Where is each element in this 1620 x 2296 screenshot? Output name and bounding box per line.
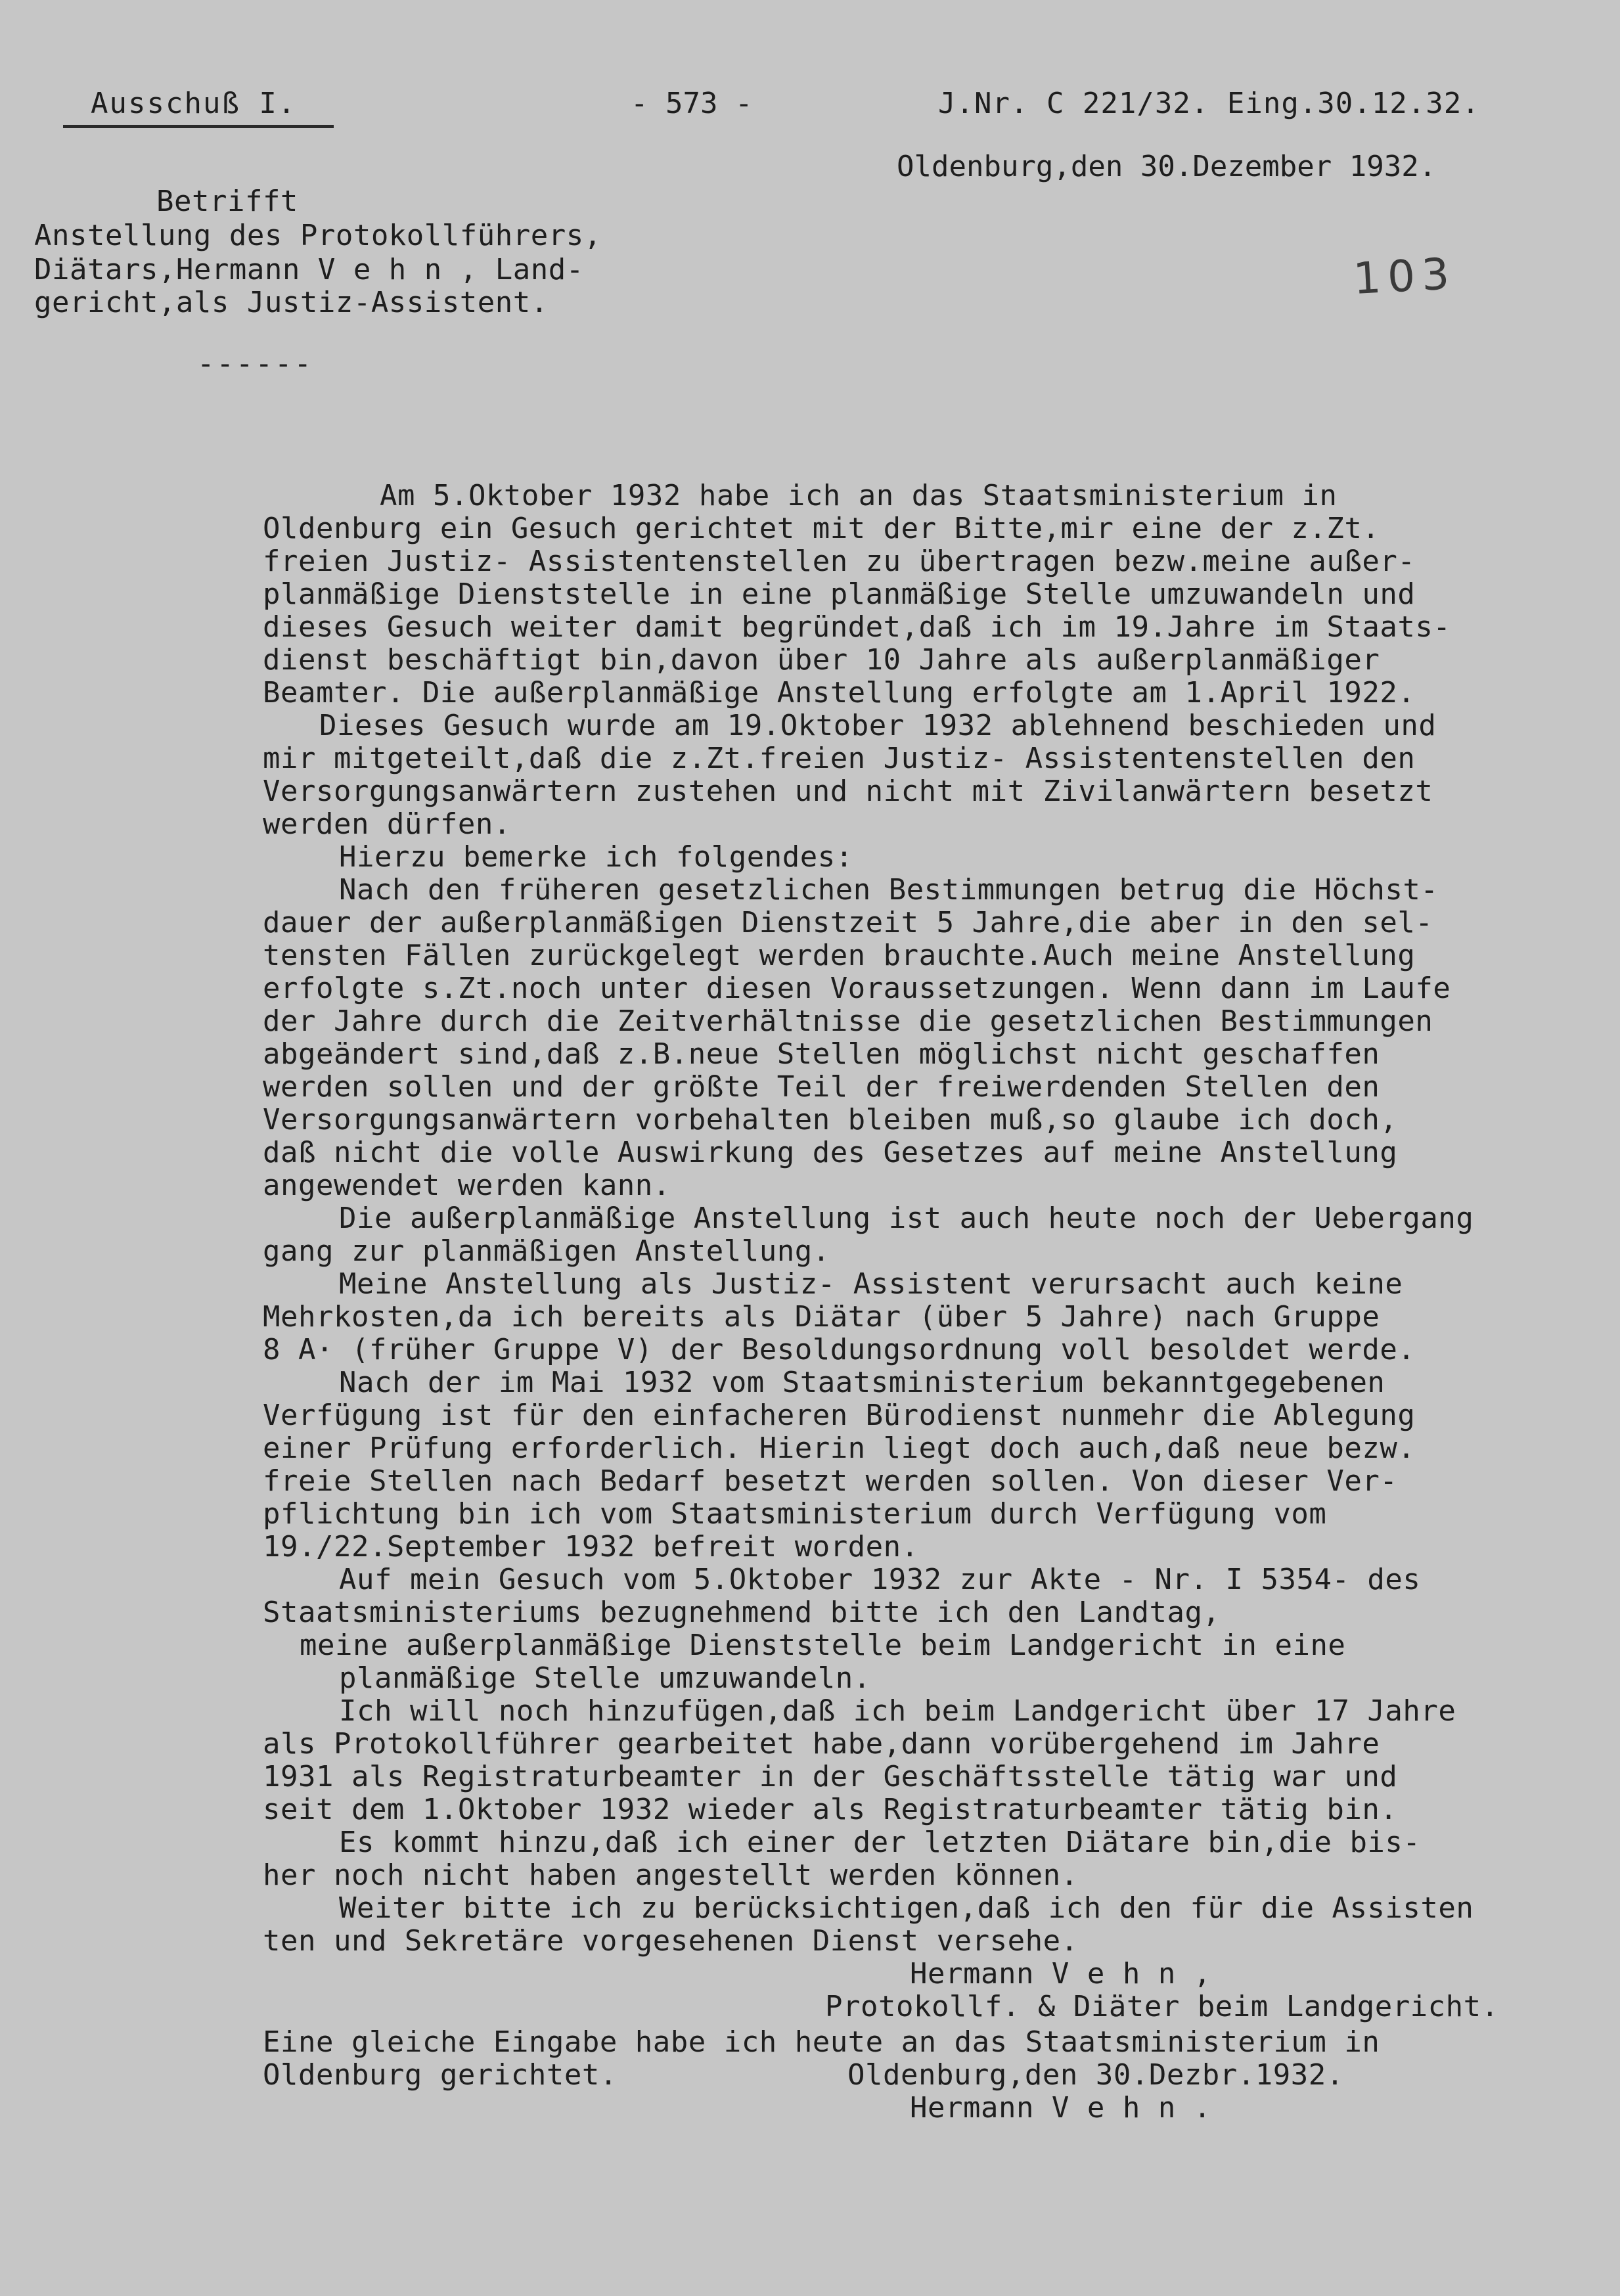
body-line: dienst beschäftigt bin,davon über 10 Jahre als außerplanmäßiger <box>263 643 1380 677</box>
body-line: Verfügung ist für den einfacheren Bürodienst nunmehr die Ablegung <box>263 1399 1416 1432</box>
body-line: pflichtung bin ich vom Staatsministerium durch Verfügung vom <box>263 1497 1327 1531</box>
body-line: Mehrkosten,da ich bereits als Diätar (über 5 Jahre) nach Gruppe <box>263 1300 1380 1334</box>
body-line: dauer der außerplanmäßigen Dienstzeit 5 Jahre,die aber in den sel- <box>263 906 1433 939</box>
signature-title: Protokollf. & Diäter beim Landgericht. <box>825 1990 1499 2023</box>
body-line: 1931 als Registraturbeamter in der Geschäftsstelle tätig war und <box>263 1760 1398 1793</box>
body-line: angewendet werden kann. <box>263 1169 671 1202</box>
signature-name: Hermann V e h n , <box>910 1957 1211 1991</box>
body-line: Versorgungsanwärtern vorbehalten bleiben muß,so glaube ich doch, <box>263 1103 1398 1137</box>
body-line: Es kommt hinzu,daß ich einer der letzten Diätare bin,die bis- <box>339 1826 1421 1859</box>
body-line: seit dem 1.Oktober 1932 wieder als Registraturbeamter tätig bin. <box>263 1793 1398 1826</box>
body-line: als Protokollführer gearbeitet habe,dann vorübergehend im Jahre <box>263 1727 1380 1761</box>
body-line: einer Prüfung erforderlich. Hierin liegt doch auch,daß neue bezw. <box>263 1431 1416 1465</box>
body-line: planmäßige Stelle umzuwandeln. <box>339 1661 871 1695</box>
body-line: freie Stellen nach Bedarf besetzt werden sollen. Von dieser Ver- <box>263 1464 1398 1498</box>
committee-label: Ausschuß I. <box>91 87 297 120</box>
body-line: 8 A· (früher Gruppe V) der Besoldungsordnung voll besoldet werde. <box>263 1333 1416 1366</box>
body-line: gang zur planmäßigen Anstellung. <box>263 1234 830 1268</box>
body-line: werden sollen und der größte Teil der freiwerdenden Stellen den <box>263 1070 1380 1104</box>
body-line: Dieses Gesuch wurde am 19.Oktober 1932 ablehnend beschieden und <box>319 709 1437 742</box>
body-line: der Jahre durch die Zeitverhältnisse die gesetzlichen Bestimmungen <box>263 1004 1433 1038</box>
body-line: her noch nicht haben angestellt werden können. <box>263 1858 1079 1892</box>
postscript-line: Eine gleiche Eingabe habe ich heute an das Staatsministerium in <box>263 2025 1380 2059</box>
body-line: mir mitgeteilt,daß die z.Zt.freien Justiz- Assistentenstellen den <box>263 742 1416 775</box>
subject-separator: ------ <box>197 347 313 380</box>
journal-number: J.Nr. C 221/32. Eing.30.12.32. <box>938 87 1480 120</box>
body-line: abgeändert sind,daß z.B.neue Stellen möglichst nicht geschaffen <box>263 1037 1380 1071</box>
body-line: 19./22.September 1932 befreit worden. <box>263 1530 919 1564</box>
handwritten-number: 103 <box>1352 248 1457 305</box>
body-line: Versorgungsanwärtern zustehen und nicht mit Zivilanwärtern besetzt <box>263 775 1433 808</box>
place-date: Oldenburg,den 30.Dezember 1932. <box>897 150 1437 183</box>
body-line: erfolgte s.Zt.noch unter diesen Voraussetzungen. Wenn dann im Laufe <box>263 972 1451 1005</box>
body-line: Die außerplanmäßige Anstellung ist auch heute noch der Uebergang <box>339 1202 1474 1235</box>
body-line: Am 5.Oktober 1932 habe ich an das Staatsministerium in <box>380 479 1338 512</box>
postscript-signature: Hermann V e h n . <box>910 2091 1211 2125</box>
body-line: freien Justiz- Assistentenstellen zu übertragen bezw.meine außer- <box>263 545 1416 578</box>
body-line: dieses Gesuch weiter damit begründet,daß ich im 19.Jahre im Staats- <box>263 610 1451 644</box>
body-line: ten und Sekretäre vorgesehenen Dienst versehe. <box>263 1924 1079 1958</box>
body-line: Ich will noch hinzufügen,daß ich beim Landgericht über 17 Jahre <box>339 1694 1456 1728</box>
body-line: Hierzu bemerke ich folgendes: <box>339 840 853 874</box>
body-line: Nach den früheren gesetzlichen Bestimmungen betrug die Höchst- <box>339 873 1439 907</box>
committee-underline <box>63 125 334 128</box>
body-line: Nach der im Mai 1932 vom Staatsministerium bekanntgegebenen <box>339 1366 1385 1399</box>
subject-line: Diätars,Hermann V e h n , Land- <box>34 253 584 286</box>
body-line: Meine Anstellung als Justiz- Assistent verursacht auch keine <box>339 1267 1403 1301</box>
subject-line: Betrifft <box>156 185 298 218</box>
page-number: - 573 - <box>631 87 753 120</box>
body-line: meine außerplanmäßige Dienststelle beim Landgericht in eine <box>300 1629 1346 1662</box>
body-line: Staatsministeriums bezugnehmend bitte ich den Landtag, <box>263 1596 1221 1629</box>
body-line: daß nicht die volle Auswirkung des Gesetzes auf meine Anstellung <box>263 1136 1398 1169</box>
postscript-place-date: Oldenburg,den 30.Dezbr.1932. <box>847 2058 1344 2092</box>
body-line: planmäßige Dienststelle in eine planmäßige Stelle umzuwandeln und <box>263 577 1416 611</box>
subject-line: Anstellung des Protokollführers, <box>34 219 602 252</box>
subject-line: gericht,als Justiz-Assistent. <box>34 286 549 319</box>
body-line: Beamter. Die außerplanmäßige Anstellung erfolgte am 1.April 1922. <box>263 676 1416 709</box>
body-line: Oldenburg ein Gesuch gerichtet mit der Bitte,mir eine der z.Zt. <box>263 512 1380 545</box>
body-line: Weiter bitte ich zu berücksichtigen,daß ich den für die Assisten <box>339 1891 1474 1925</box>
body-line: tensten Fällen zurückgelegt werden brauchte.Auch meine Anstellung <box>263 939 1416 972</box>
body-line: Auf mein Gesuch vom 5.Oktober 1932 zur Akte - Nr. I 5354- des <box>339 1563 1421 1596</box>
body-line: werden dürfen. <box>263 807 511 841</box>
postscript-line: Oldenburg gerichtet. <box>263 2058 618 2092</box>
